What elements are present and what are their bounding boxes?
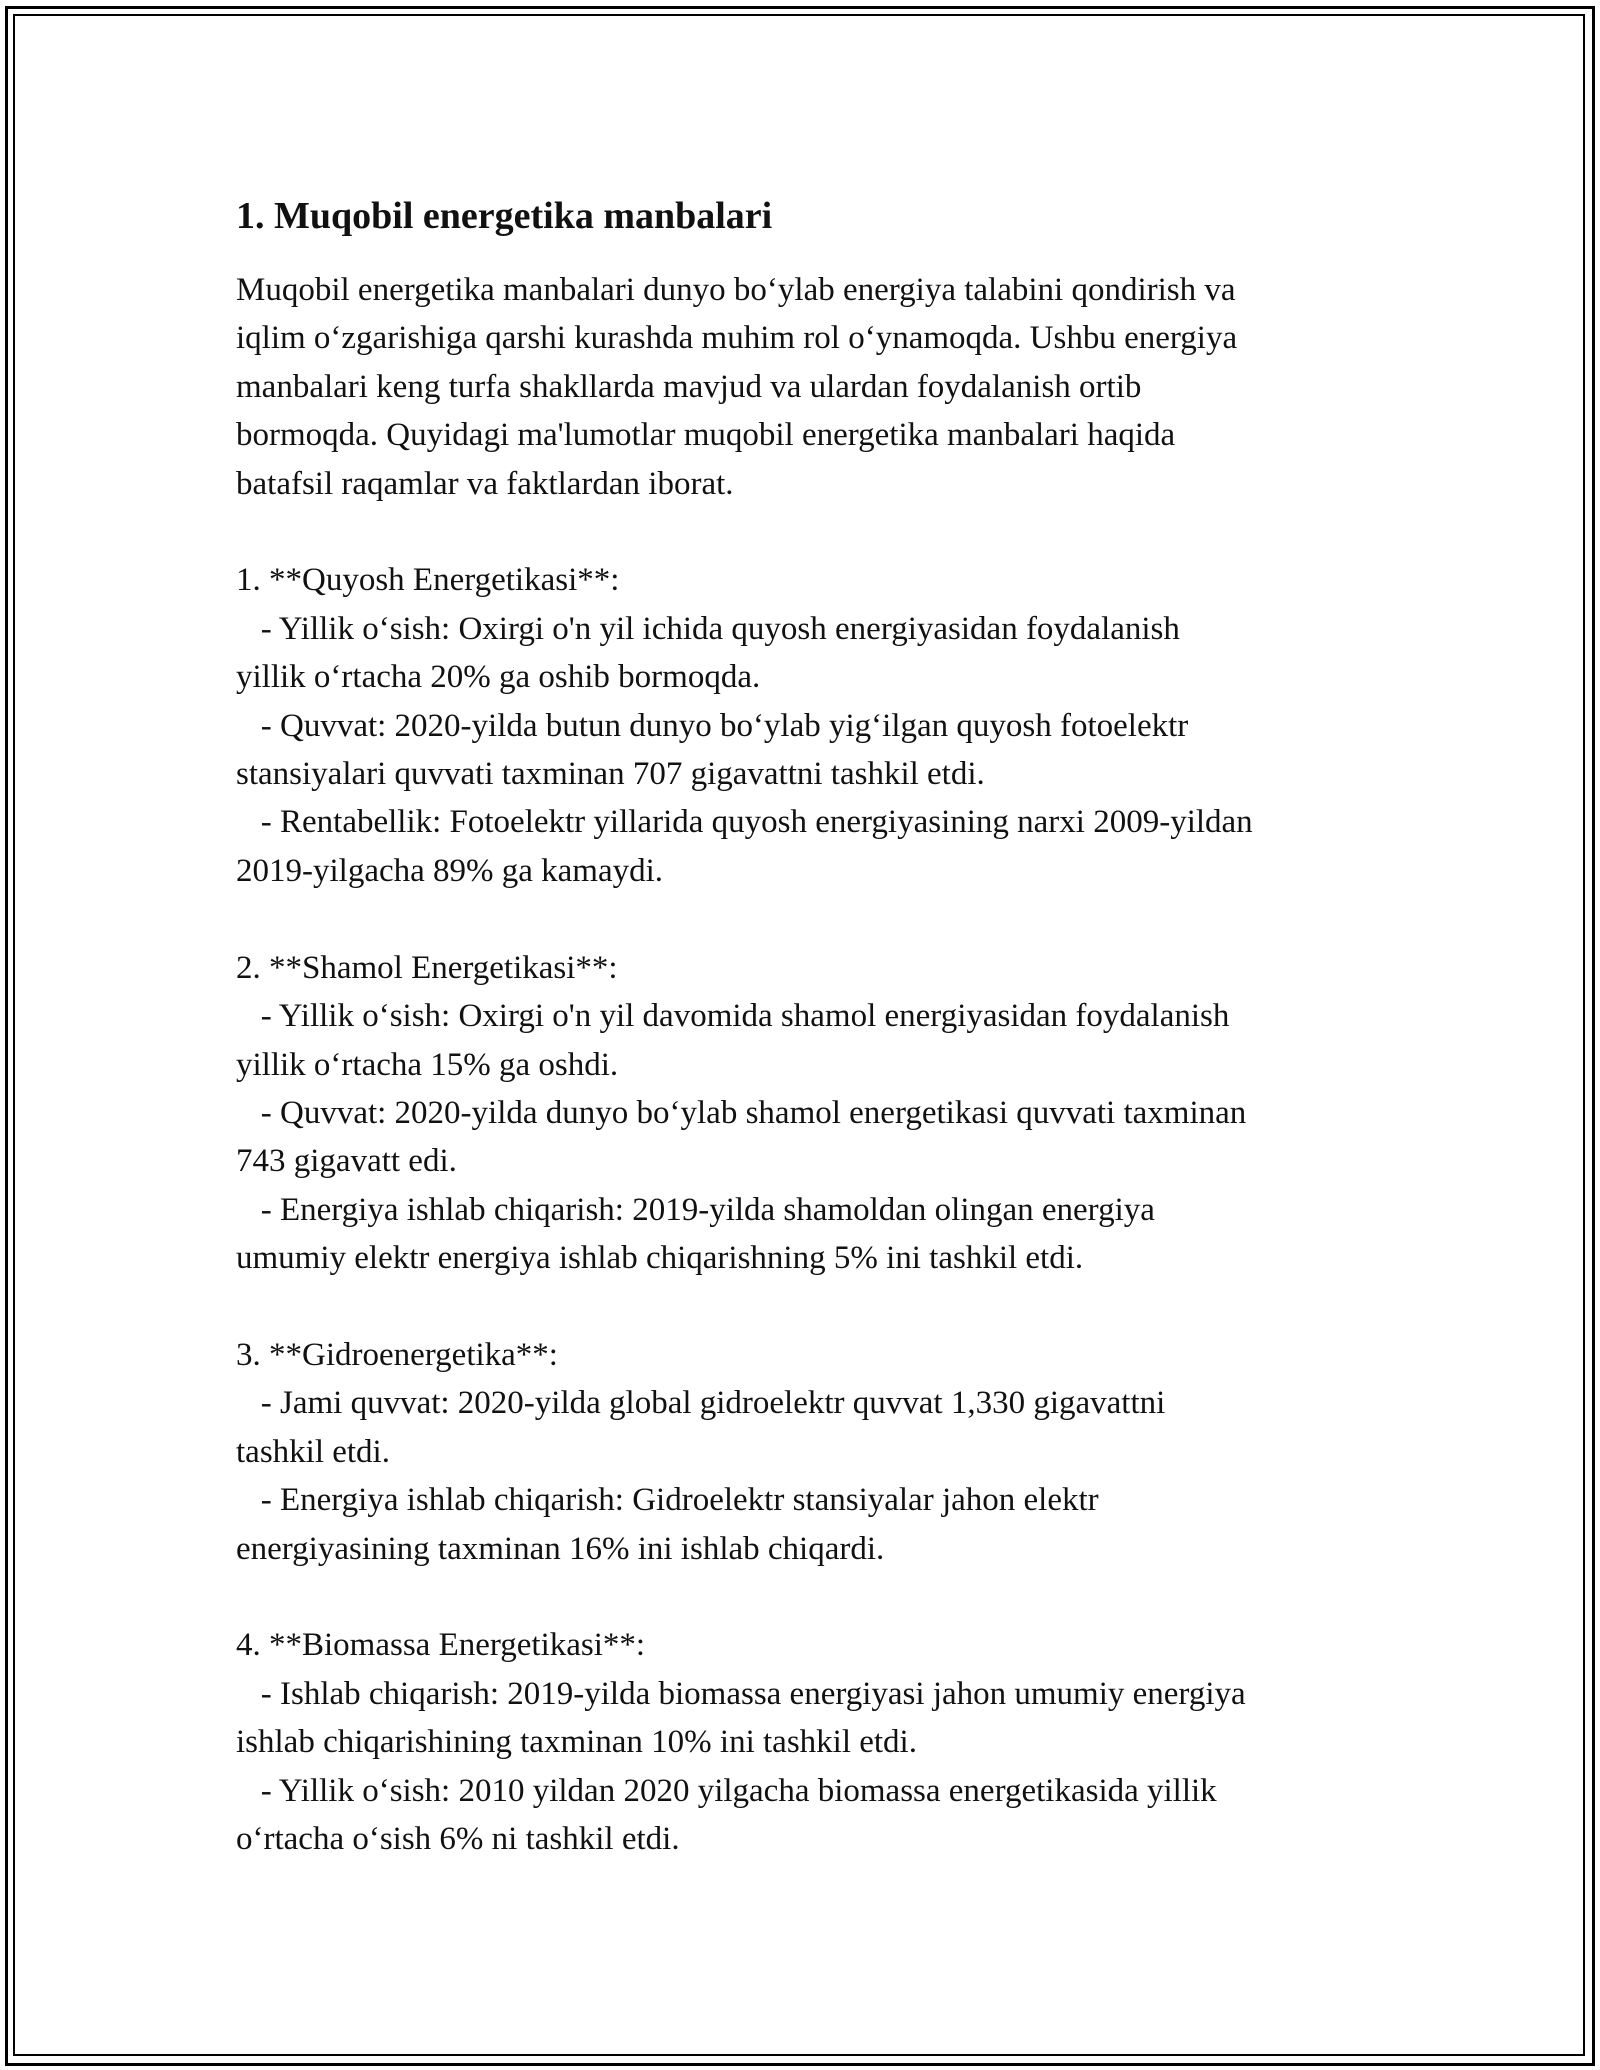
page-title: 1. Muqobil energetika manbalari bbox=[236, 195, 773, 237]
document-content bbox=[236, 188, 1376, 1863]
document-body: Muqobil energetika manbalari dunyo bo‘ylab energiya talabini qondirish va iqlim o‘zgarishiga qarshi kurashda muhim rol o‘ynamoqda. Ushbu energiya manbalari keng turfa shakllarda mavjud va ulardan foydalanish ortib bormoqda. Quyidagi ma'lumotlar muqobil energetika manbalari haqida batafsil raqamlar va faktlardan iborat. 1. **Quyosh Energetikasi**: - Yillik o‘sish: Oxirgi o'n yil ichida quyosh energiyasidan foydalanish yillik o‘rtacha 20% ga oshib bormoqda. - Quvvat: 2020-yilda butun dunyo bo‘ylab yig‘ilgan quyosh fotoelektr stansiyalari quvvati taxminan 707 gigavattni tashkil etdi. - Rentabellik: Fotoelektr yillarida quyosh energiyasining narxi 2009-yildan 2019-yilgacha 89% ga kamaydi. 2. **Shamol Energetikasi**: - Yillik o‘sish: Oxirgi o'n yil davomida shamol energiyasidan foydalanish yillik o‘rtacha 15% ga oshdi. - Quvvat: 2020-yilda dunyo bo‘ylab shamol energetikasi quvvati taxminan 743 gigavatt edi. - Energiya ishlab chiqarish: 2019-yilda shamoldan olingan energiya umumiy elektr energiya ishlab chiqarishning 5% ini tashkil etdi. 3. **Gidroenergetika**: - Jami quvvat: 2020-yilda global gidroelektr quvvat 1,330 gigavattni tashkil etdi. - Energiya ishlab chiqarish: Gidroelektr stansiyalar jahon elektr energiyasining taxminan 16% ini ishlab chiqardi. 4. **Biomassa Energetikasi**: - Ishlab chiqarish: 2019-yilda biomassa energiyasi jahon umumiy energiya ishlab chiqarishining taxminan 10% ini tashkil etdi. - Yillik o‘sish: 2010 yildan 2020 yilgacha biomassa energetikasida yillik o‘rtacha o‘sish 6% ni tashkil etdi. bbox=[236, 272, 1253, 1857]
